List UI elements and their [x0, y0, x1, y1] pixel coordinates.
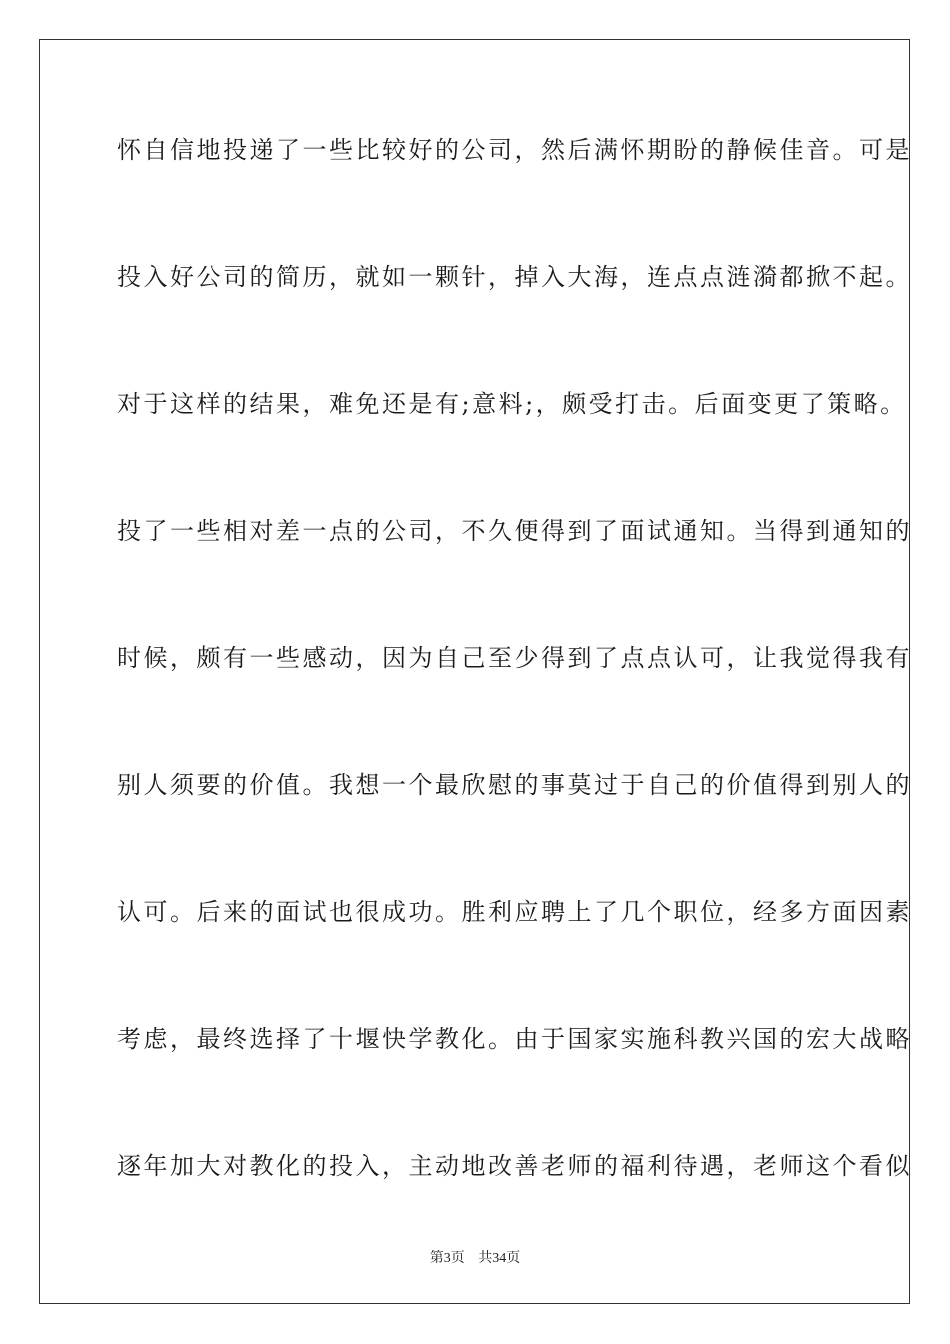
text-line: 时候，颇有一些感动，因为自己至少得到了点点认可，让我觉得我有	[117, 644, 912, 672]
text-line: 考虑，最终选择了十堰快学教化。由于国家实施科教兴国的宏大战略	[117, 1025, 912, 1053]
text-line: 怀自信地投递了一些比较好的公司，然后满怀期盼的静候佳音。可是	[117, 136, 912, 164]
text-line: 投入好公司的简历，就如一颗针，掉入大海，连点点涟漪都掀不起。	[117, 263, 912, 291]
text-line: 投了一些相对差一点的公司，不久便得到了面试通知。当得到通知的	[117, 517, 912, 545]
current-page-number: 第3页	[429, 1251, 465, 1266]
page-footer	[0, 1247, 950, 1267]
text-line: 别人须要的价值。我想一个最欣慰的事莫过于自己的价值得到别人的	[117, 771, 912, 799]
text-line: 对于这样的结果，难免还是有;意料;，颇受打击。后面变更了策略。	[117, 390, 907, 418]
text-line: 逐年加大对教化的投入，主动地改善老师的福利待遇，老师这个看似	[117, 1152, 912, 1180]
total-pages: 共34页	[478, 1251, 521, 1266]
document-body	[117, 126, 912, 1269]
text-line: 认可。后来的面试也很成功。胜利应聘上了几个职位，经多方面因素	[117, 898, 912, 926]
